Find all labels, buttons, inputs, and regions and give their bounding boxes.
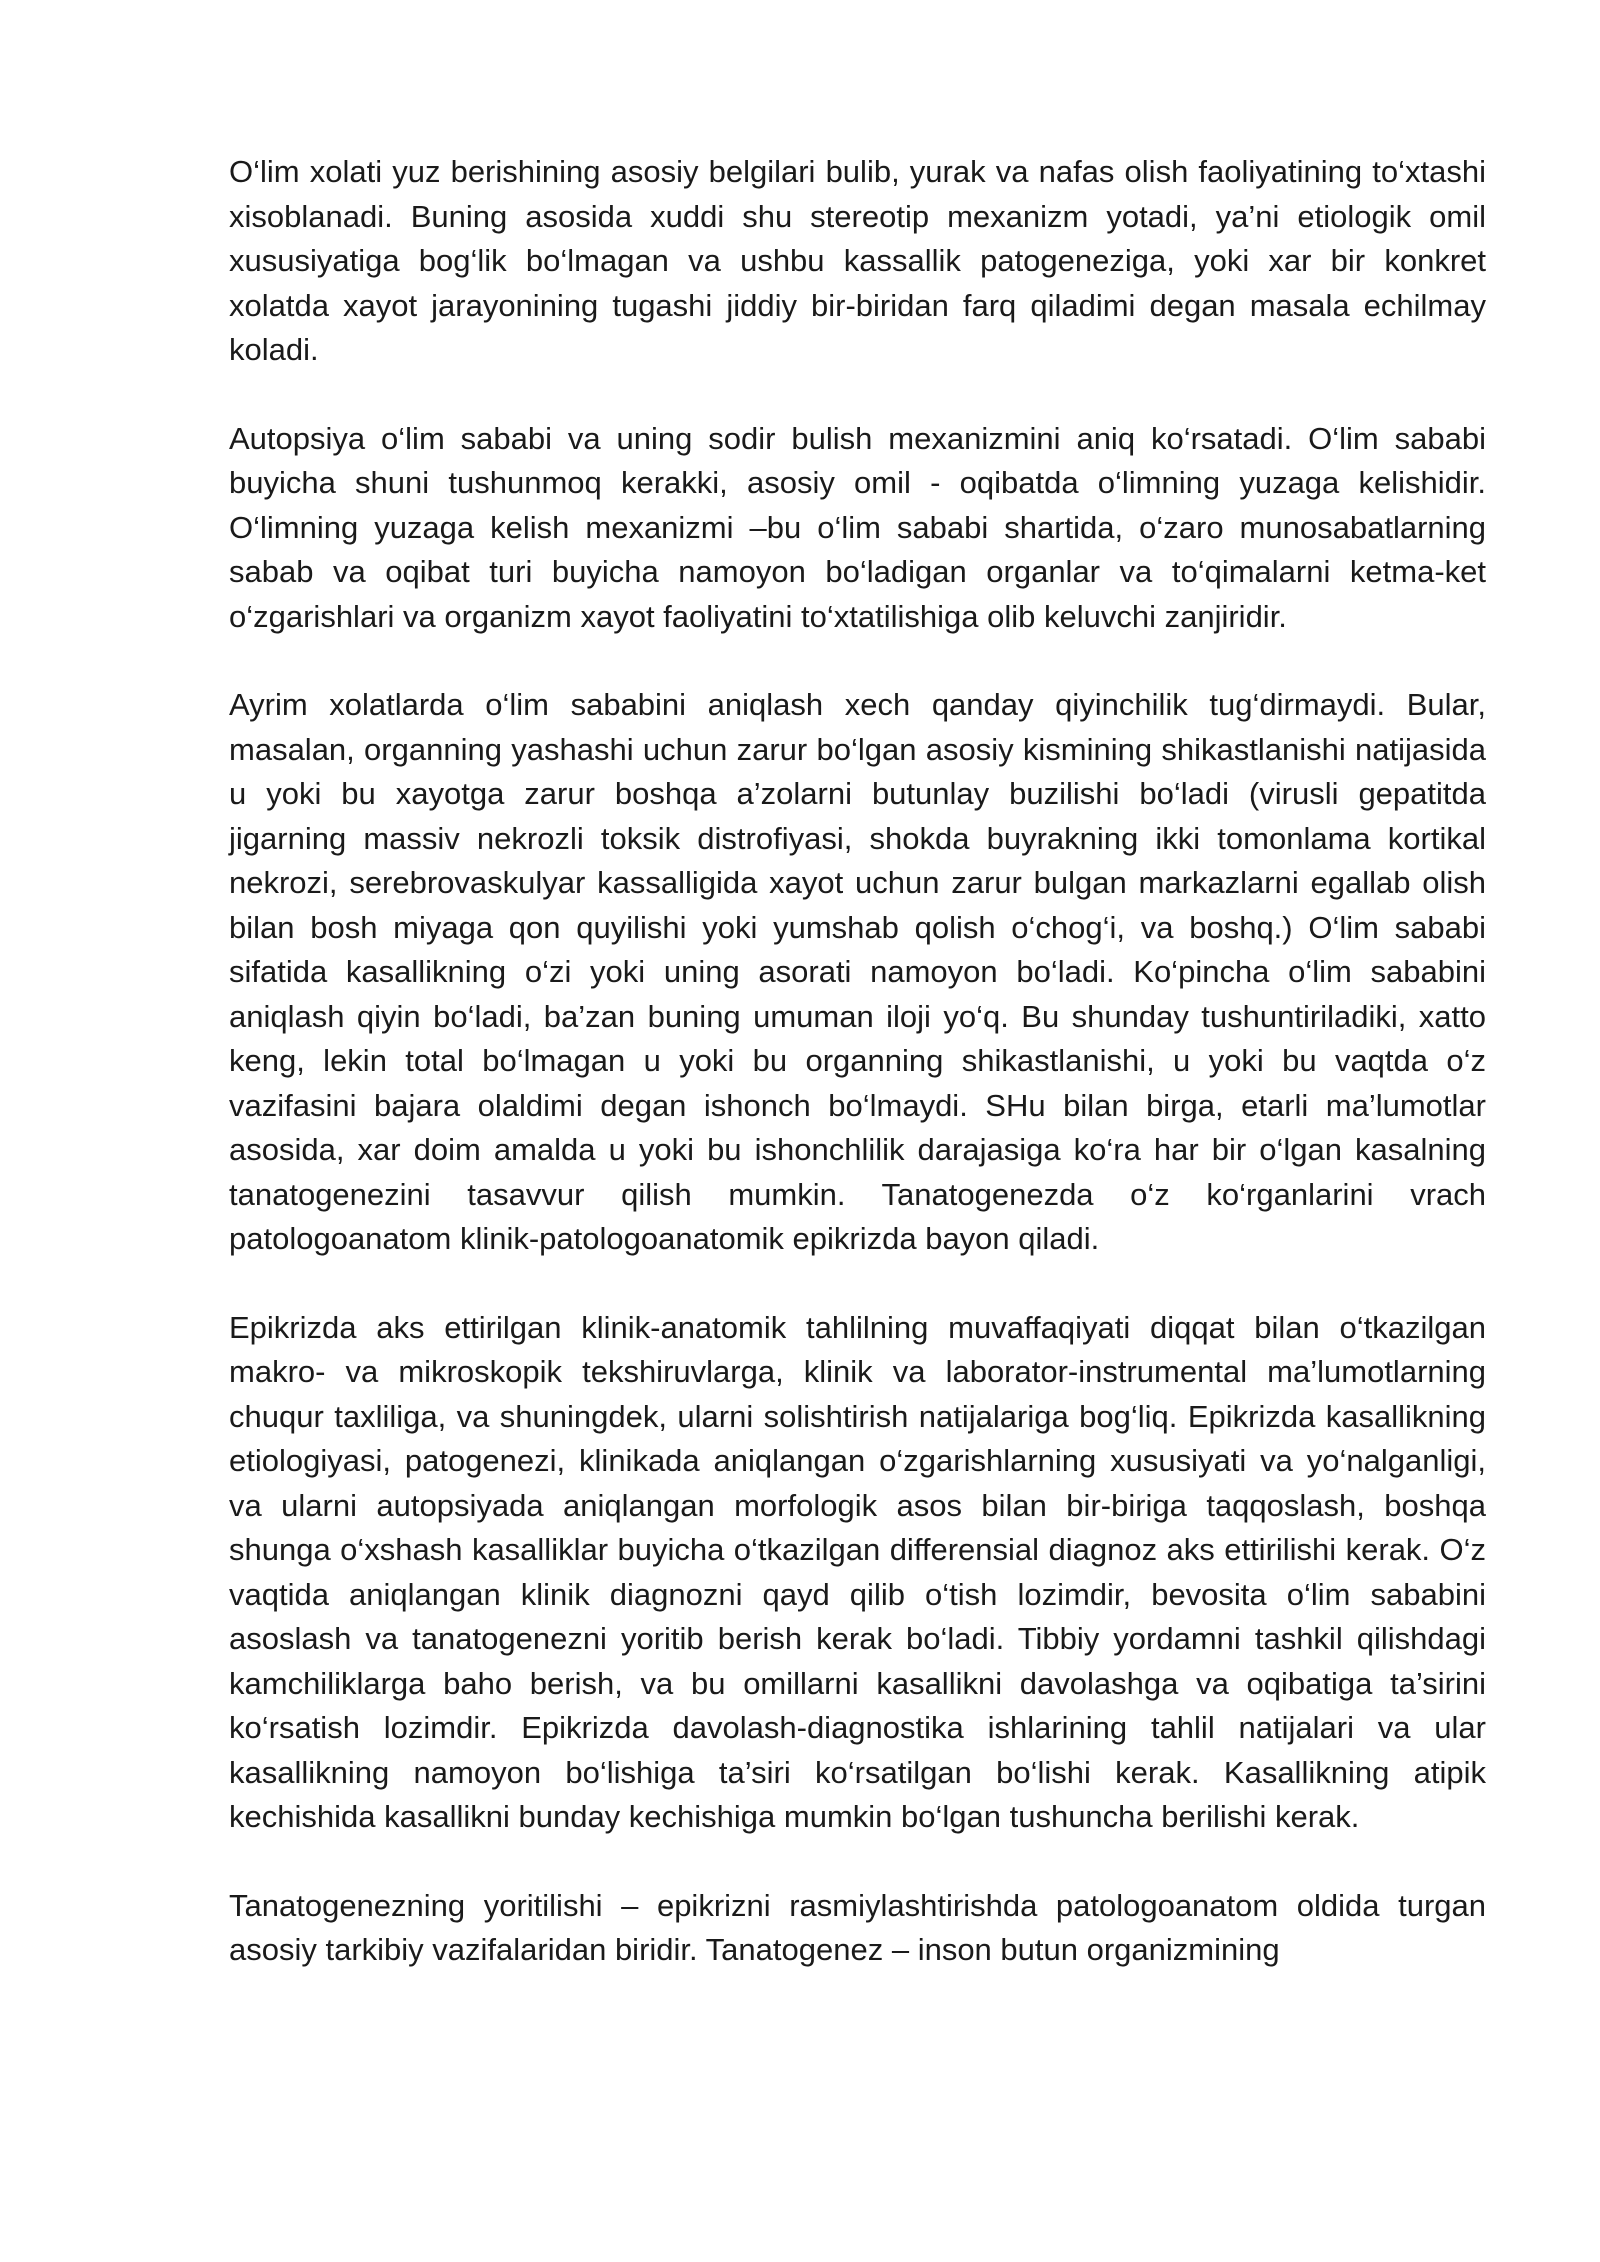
document-body [229, 150, 1486, 1973]
paragraph-5: Tanatogenezning yoritilishi – epikrizni rasmiylashtirishda patologoanatom oldida turgan asosiy tarkibiy vazifalaridan biridir. Tanatogenez – inson butun organizmining [229, 1887, 1486, 1967]
paragraph-1: O‘lim xolati yuz berishining asosiy belgilari bulib, yurak va nafas olish faoliyatining to‘xtashi xisoblanadi. Buning asosida xuddi shu stereotip mexanizm yotadi, ya’ni etiologik omil xususiyatiga bog‘lik bo‘lmagan va ushbu kassallik patogeneziga, yoki xar bir konkret xolatda xayot jarayonining tugashi jiddiy bir-biridan farq qiladimi degan masala echilmay koladi. [229, 154, 1486, 367]
paragraph-3: Ayrim xolatlarda o‘lim sababini aniqlash xech qanday qiyinchilik tug‘dirmaydi. Bular, masalan, organning yashashi uchun zarur bo‘lgan asosiy kismining shikastlanishi natijasida u yoki bu xayotga zarur boshqa a’zolarni butunlay buzilishi bo‘ladi (virusli gepatitda jigarning massiv nekrozli toksik distrofiyasi, shokda buyrakning ikki tomonlama kortikal nekrozi, serebrovaskulyar kassalligida xayot uchun zarur bulgan markazlarni egallab olish bilan bosh miyaga qon quyilishi yoki yumshab qolish o‘chog‘i, va boshq.) O‘lim sababi sifatida kasallikning o‘zi yoki uning asorati namoyon bo‘ladi. Ko‘pincha o‘lim sababini aniqlash qiyin bo‘ladi, ba’zan buning umuman iloji yo‘q. Bu shunday tushuntiriladiki, xatto keng, lekin total bo‘lmagan u yoki bu organning shikastlanishi, u yoki bu vaqtda o‘z vazifasini bajara olaldimi degan ishonch bo‘lmaydi. SHu bilan birga, etarli ma’lumotlar asosida, xar doim amalda u yoki bu ishonchlilik darajasiga ko‘ra har bir o‘lgan kasalning tanatogenezini tasavvur qilish mumkin. Tanatogenezda o‘z ko‘rganlarini vrach patologoanatom klinik-patologoanatomik epikrizda bayon qiladi. [229, 687, 1486, 1256]
paragraph-4: Epikrizda aks ettirilgan klinik-anatomik tahlilning muvaffaqiyati diqqat bilan o‘tkazilgan makro- va mikroskopik tekshiruvlarga, klinik va laborator-instrumental ma’lumotlarning chuqur taxliliga, va shuningdek, ularni solishtirish natijalariga bog‘liq. Epikrizda kasallikning etiologiyasi, patogenezi, klinikada aniqlangan o‘zgarishlarning xususiyati va yo‘nalganligi, va ularni autopsiyada aniqlangan morfologik asos bilan bir-biriga taqqoslash, boshqa shunga o‘xshash kasalliklar buyicha o‘tkazilgan differensial diagnoz aks ettirilishi kerak. O‘z vaqtida aniqlangan klinik diagnozni qayd qilib o‘tish lozimdir, bevosita o‘lim sababini asoslash va tanatogenezni yoritib berish kerak bo‘ladi. Tibbiy yordamni tashkil qilishdagi kamchiliklarga baho berish, va bu omillarni kasallikni davolashga va oqibatiga ta’sirini ko‘rsatish lozimdir. Epikrizda davolash-diagnostika ishlarining tahlil natijalari va ular kasallikning namoyon bo‘lishiga ta’siri ko‘rsatilgan bo‘lishi kerak. Kasallikning atipik kechishida kasallikni bunday kechishiga mumkin bo‘lgan tushuncha berilishi kerak. [229, 1309, 1486, 1834]
paragraph-2: Autopsiya o‘lim sababi va uning sodir bulish mexanizmini aniq ko‘rsatadi. O‘lim sababi buyicha shuni tushunmoq kerakki, asosiy omil - oqibatda o‘limning yuzaga kelishidir. O‘limning yuzaga kelish mexanizmi –bu o‘lim sababi shartida, o‘zaro munosabatlarning sabab va oqibat turi buyicha namoyon bo‘ladigan organlar va to‘qimalarni ketma-ket o‘zgarishlari va organizm xayot faoliyatini to‘xtatilishiga olib keluvchi zanjiridir. [229, 420, 1486, 634]
